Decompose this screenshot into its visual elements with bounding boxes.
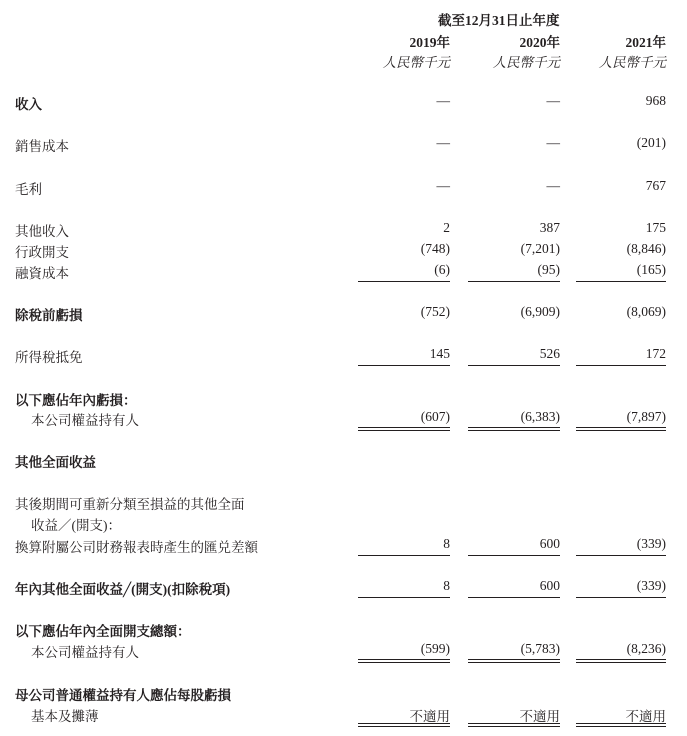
cell-loss-owners-2020: (6,383)	[520, 409, 560, 424]
tci-double-rule-2019	[358, 659, 450, 663]
cell-admin-expenses-2020: (7,201)	[520, 241, 560, 256]
total-double-rule-2019	[358, 427, 450, 431]
cell-eps-2020: 不適用	[519, 709, 560, 724]
cell-loss-owners-2021: (7,897)	[626, 409, 666, 424]
tax-rule-2021	[576, 365, 666, 366]
total-double-rule-2021	[576, 427, 666, 431]
row-label-oci-reclass-line2: 收益／(開支)：	[31, 518, 121, 533]
cell-loss-owners-2019: (607)	[420, 409, 450, 424]
cell-oci-net-2019: 8	[443, 578, 450, 593]
subtotal-rule-2020	[468, 281, 560, 282]
cell-tci-owners-2019: (599)	[420, 641, 450, 656]
fx-rule-2019	[358, 555, 450, 556]
cell-fx-differences-2021: (339)	[636, 536, 666, 551]
oci-net-rule-2019	[358, 597, 450, 598]
tci-double-rule-2021	[576, 659, 666, 663]
section-heading-oci: 其他全面收益	[15, 455, 96, 470]
eps-double-rule-2021	[576, 723, 666, 727]
cell-income-tax-credit-2021: 172	[645, 346, 666, 361]
cell-tci-owners-2020: (5,783)	[520, 641, 560, 656]
tci-double-rule-2020	[468, 659, 560, 663]
cell-income-tax-credit-2020: 526	[539, 346, 560, 361]
cell-gross-profit-2019: —	[436, 178, 450, 193]
subtotal-rule-2021	[576, 281, 666, 282]
cell-finance-costs-2021: (165)	[636, 262, 666, 277]
cell-finance-costs-2019: (6)	[434, 262, 450, 277]
row-label-eps-basic-diluted: 基本及攤薄	[31, 709, 99, 724]
subtotal-rule-2019	[358, 281, 450, 282]
cell-fx-differences-2019: 8	[443, 536, 450, 551]
row-label-other-income: 其他收入	[15, 224, 69, 239]
cell-oci-net-2021: (339)	[636, 578, 666, 593]
unit-header-2019: 人民幣千元	[382, 55, 450, 70]
cell-loss-before-tax-2021: (8,069)	[626, 304, 666, 319]
cell-revenue-2020: —	[546, 93, 560, 108]
section-heading-tci-attributable: 以下應佔年內全面開支總額：	[15, 624, 191, 639]
fx-rule-2020	[468, 555, 560, 556]
cell-revenue-2019: —	[436, 93, 450, 108]
row-label-loss-owners: 本公司權益持有人	[31, 413, 139, 428]
year-header-2019: 2019年	[409, 35, 450, 50]
tax-rule-2019	[358, 365, 450, 366]
section-heading-eps: 母公司普通權益持有人應佔每股虧損	[15, 688, 231, 703]
cell-loss-before-tax-2019: (752)	[420, 304, 450, 319]
cell-tci-owners-2021: (8,236)	[626, 641, 666, 656]
oci-net-rule-2020	[468, 597, 560, 598]
cell-revenue-2021: 968	[645, 93, 666, 108]
section-heading-loss-attributable: 以下應佔年內虧損：	[15, 393, 137, 408]
year-header-2021: 2021年	[625, 35, 666, 50]
year-header-2020: 2020年	[519, 35, 560, 50]
eps-double-rule-2019	[358, 723, 450, 727]
eps-double-rule-2020	[468, 723, 560, 727]
row-label-tci-owners: 本公司權益持有人	[31, 645, 139, 660]
fx-rule-2021	[576, 555, 666, 556]
row-label-finance-costs: 融資成本	[15, 266, 69, 281]
cell-loss-before-tax-2020: (6,909)	[520, 304, 560, 319]
cell-gross-profit-2021: 767	[645, 178, 666, 193]
row-label-oci-net: 年內其他全面收益╱(開支)(扣除稅項)	[15, 582, 231, 597]
row-label-loss-before-tax: 除稅前虧損	[15, 308, 83, 323]
unit-header-2021: 人民幣千元	[598, 55, 666, 70]
cell-eps-2021: 不適用	[625, 709, 666, 724]
row-label-gross-profit: 毛利	[15, 182, 42, 197]
cell-fx-differences-2020: 600	[539, 536, 560, 551]
period-header: 截至12月31日止年度	[438, 13, 560, 28]
cell-gross-profit-2020: —	[546, 178, 560, 193]
row-label-income-tax-credit: 所得稅抵免	[15, 350, 83, 365]
row-label-admin-expenses: 行政開支	[15, 245, 69, 260]
cell-other-income-2019: 2	[443, 220, 450, 235]
cell-admin-expenses-2019: (748)	[420, 241, 450, 256]
cell-admin-expenses-2021: (8,846)	[626, 241, 666, 256]
cell-cost-of-sales-2020: —	[546, 135, 560, 150]
tax-rule-2020	[468, 365, 560, 366]
row-label-cost-of-sales: 銷售成本	[15, 139, 69, 154]
total-double-rule-2020	[468, 427, 560, 431]
cell-eps-2019: 不適用	[409, 709, 450, 724]
cell-income-tax-credit-2019: 145	[429, 346, 450, 361]
cell-other-income-2021: 175	[645, 220, 666, 235]
unit-header-2020: 人民幣千元	[492, 55, 560, 70]
cell-finance-costs-2020: (95)	[537, 262, 560, 277]
row-label-oci-reclass-line1: 其後期間可重新分類至損益的其他全面	[15, 497, 245, 512]
cell-other-income-2020: 387	[539, 220, 560, 235]
row-label-revenue: 收入	[15, 97, 42, 112]
oci-net-rule-2021	[576, 597, 666, 598]
cell-cost-of-sales-2019: —	[436, 135, 450, 150]
cell-oci-net-2020: 600	[539, 578, 560, 593]
row-label-fx-differences: 換算附屬公司財務報表時產生的匯兑差額	[15, 540, 258, 555]
cell-cost-of-sales-2021: (201)	[636, 135, 666, 150]
